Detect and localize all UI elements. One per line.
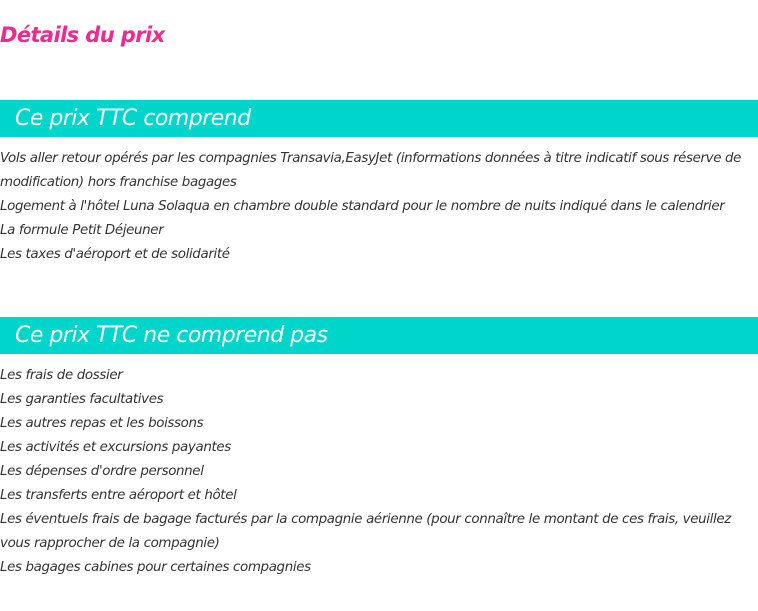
excludes-item: Les bagages cabines pour certaines compagnies [0,560,311,575]
includes-list [0,147,758,267]
excludes-item: Les autres repas et les boissons [0,416,204,431]
includes-heading: Ce prix TTC comprend [15,106,251,131]
excludes-list [0,364,758,580]
includes-item: Vols aller retour opérés par les compagnies Transavia,EasyJet (informations données à titre indicatif sous réserve de modification) hors franchise bagages [0,151,742,190]
excludes-item: Les dépenses d'ordre personnel [0,464,204,479]
includes-item: Logement à l'hôtel Luna Solaqua en chambre double standard pour le nombre de nuits indiqué dans le calendrier [0,199,725,214]
excludes-item: Les transferts entre aéroport et hôtel [0,488,237,503]
includes-section-header [0,100,758,137]
includes-item: La formule Petit Déjeuner [0,223,164,238]
page-title: Détails du prix [0,23,165,47]
excludes-item: Les activités et excursions payantes [0,440,231,455]
excludes-item: Les frais de dossier [0,368,123,383]
excludes-item: Les éventuels frais de bagage facturés par la compagnie aérienne (pour connaître le montant de ces frais, veuillez vous rapprocher de la compagnie) [0,512,731,551]
excludes-heading: Ce prix TTC ne comprend pas [15,323,328,348]
excludes-section-header [0,317,758,354]
excludes-item: Les garanties facultatives [0,392,164,407]
includes-item: Les taxes d'aéroport et de solidarité [0,247,230,262]
